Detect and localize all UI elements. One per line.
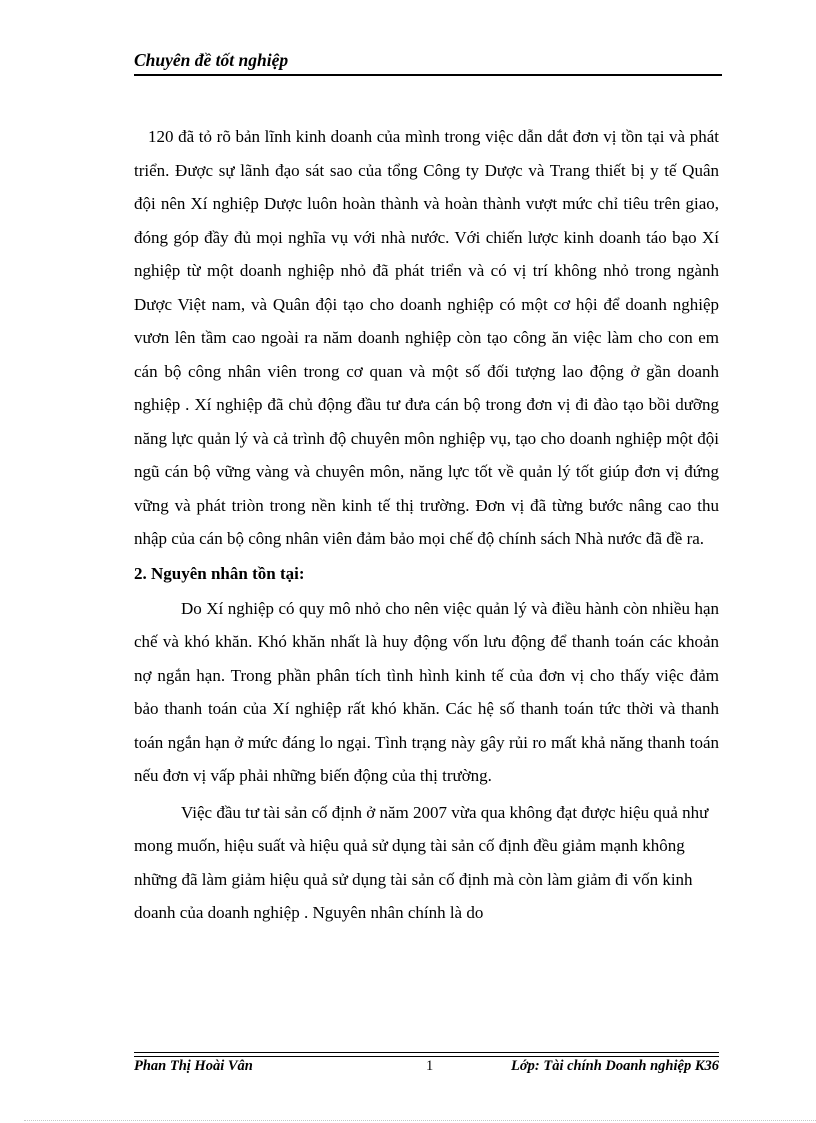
section-heading: 2. Nguyên nhân tồn tại: — [134, 563, 305, 583]
page-bottom-edge — [24, 1120, 816, 1121]
page-footer — [134, 1058, 719, 1078]
footer-divider — [134, 1052, 719, 1057]
footer-page-number: 1 — [426, 1058, 434, 1074]
body-paragraph-3: Việc đầu tư tài sản cố định ở năm 2007 vừa qua không đạt được hiệu quả như mong muốn, hiệu suất và hiệu quả sử dụng tài sản cố định đều giảm mạnh không những đã làm giảm hiệu quả sử dụng tài sản cố định mà còn làm giảm đi vốn kinh doanh của doanh nghiệp . Nguyên nhân chính là do — [134, 802, 709, 922]
header-title: Chuyên đề tốt nghiệp — [134, 50, 289, 70]
page-header — [134, 48, 722, 76]
header-divider — [134, 74, 722, 76]
body-paragraph-2: Do Xí nghiệp có quy mô nhỏ cho nên việc quản lý và điều hành còn nhiều hạn chế và khó khăn. Khó khăn nhất là huy động vốn lưu động để thanh toán các khoản nợ ngắn hạn. Trong phần phân tích tình hình kinh tế của đơn vị cho thấy việc đảm bảo thanh toán của Xí nghiệp rất khó khăn. Các hệ số thanh toán tức thời và thanh toán ngắn hạn ở mức đáng lo ngại. Tình trạng này gây rủi ro mất khả năng thanh toán nếu đơn vị vấp phải những biến động của thị trường. — [134, 598, 719, 785]
body-paragraph-1: 120 đã tỏ rõ bản lĩnh kinh doanh của mình trong việc dẫn dắt đơn vị tồn tại và phát triển. Được sự lãnh đạo sát sao của tổng Công ty Dược và Trang thiết bị y tế Quân đội nên Xí nghiệp Dược luôn hoàn thành và hoàn thành vượt mức chỉ tiêu trên giao, đóng góp đầy đủ mọi nghĩa vụ với nhà nước. Với chiến lược kinh doanh táo bạo Xí nghiệp từ một doanh nghiệp nhỏ đã phát triển và có vị trí không nhỏ trong ngành Dược Việt nam, và Quân đội tạo cho doanh nghiệp có một cơ hội để doanh nghiệp vươn lên tầm cao ngoài ra năm doanh nghiệp còn tạo công ăn việc làm cho con em cán bộ công nhân viên trong cơ quan và một số đối tượng lao động ở gần doanh nghiệp . Xí nghiệp đã chủ động đầu tư đưa cán bộ trong đơn vị đi đào tạo bồi dưỡng năng lực quản lý và cả trình độ chuyên môn nghiệp vụ, tạo cho doanh nghiệp một đội ngũ cán bộ vững vàng và chuyên môn, năng lực tốt về quản lý tốt giúp đơn vị đứng vững và phát triòn trong nền kinh tế thị trường. Đơn vị đã từng bước nâng cao thu nhập của cán bộ công nhân viên đảm bảo mọi chế độ chính sách Nhà nước đã đề ra. — [134, 127, 719, 548]
footer-author: Phan Thị Hoài Vân — [134, 1058, 253, 1074]
document-body — [134, 120, 719, 930]
footer-class-info: Lớp: Tài chính Doanh nghiệp K36 — [511, 1058, 719, 1074]
